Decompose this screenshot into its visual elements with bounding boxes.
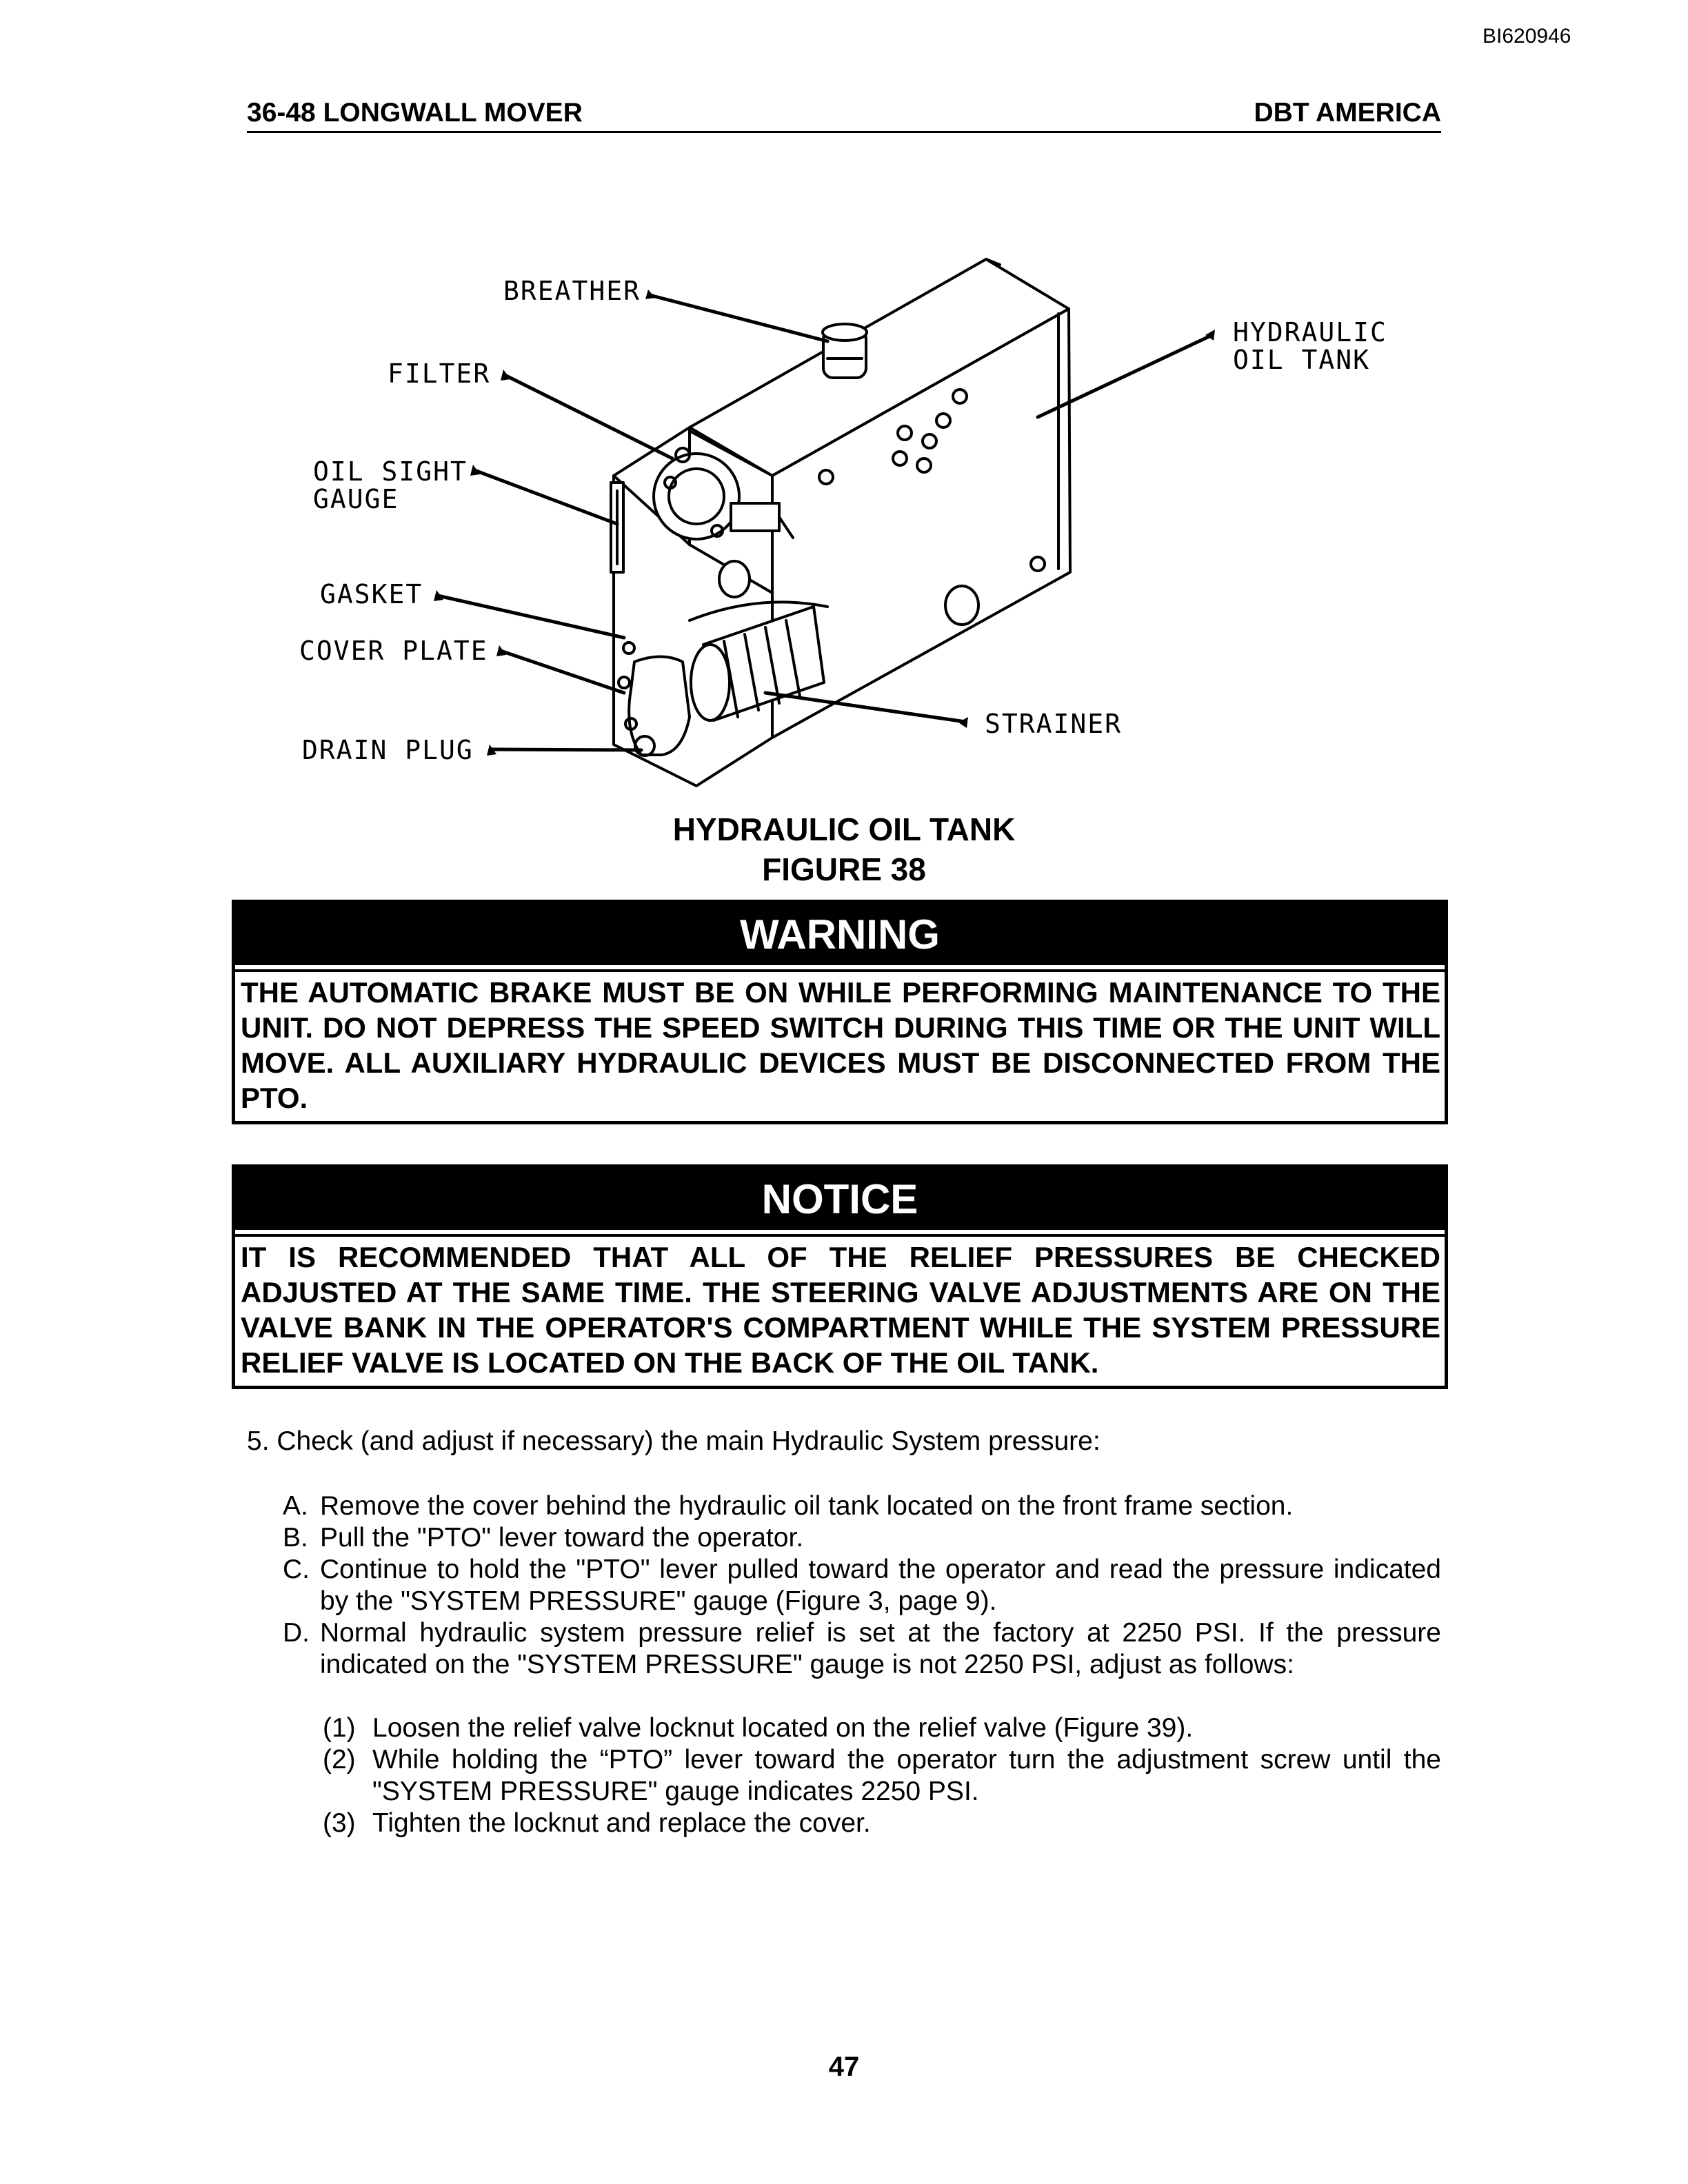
list-item: [323, 1712, 1441, 1744]
figure-caption-title: HYDRAULIC OIL TANK: [672, 811, 1016, 847]
steps-list: [283, 1490, 1441, 1681]
step-5-intro: 5. Check (and adjust if necessary) the main Hydraulic System pressure:: [247, 1426, 1101, 1456]
label-strainer: STRAINER: [985, 709, 1123, 739]
list-item: [323, 1744, 1441, 1808]
substep-marker: (2): [323, 1745, 356, 1775]
substep-text: Tighten the locknut and replace the cover.: [372, 1808, 871, 1838]
label-oil-sight-gauge: OIL SIGHT GAUGE: [313, 456, 468, 514]
label-gasket: GASKET: [320, 579, 423, 609]
header-title: 36-48 LONGWALL MOVER: [247, 98, 583, 128]
step-marker: D.: [283, 1618, 310, 1648]
tank-drawing: [0, 0, 1688, 813]
page-number: 47: [828, 2052, 860, 2082]
sight-gauge: [611, 483, 623, 572]
figure-caption-number: FIGURE 38: [762, 851, 926, 887]
label-filter: FILTER: [388, 358, 491, 389]
substep-text: Loosen the relief valve locknut located on the relief valve (Figure 39).: [372, 1713, 1194, 1743]
substep-marker: (3): [323, 1808, 356, 1838]
notice-text: IT IS RECOMMENDED THAT ALL OF THE RELIEF PRESSURES BE CHECKED ADJUSTED AT THE SAME TIME. THE STEERING VALVE ADJUSTMENTS ARE ON THE VALVE BANK IN THE OPERATOR'S COMPARTMENT WHILE THE SYSTEM PRESSURE RELIEF VALVE IS LOCATED ON THE BACK OF THE OIL TANK.: [235, 1234, 1445, 1386]
notice-box: [232, 1164, 1448, 1389]
document-id: BI620946: [1483, 25, 1571, 48]
list-item: [323, 1808, 1441, 1839]
step-marker: B.: [283, 1523, 308, 1553]
breather-cap: [823, 324, 867, 378]
step-text: Normal hydraulic system pressure relief is set at the factory at 2250 PSI. If the pressure indicated on the "SYSTEM PRESSURE" gauge is not 2250 PSI, adjust as follows:: [320, 1618, 1441, 1679]
label-cover-plate: COVER PLATE: [299, 636, 488, 666]
step-text: Remove the cover behind the hydraulic oil tank located on the front frame section.: [320, 1491, 1294, 1521]
step-text: Pull the "PTO" lever toward the operator.: [320, 1523, 804, 1553]
warning-box: [232, 900, 1448, 1124]
label-hydraulic-oil-tank: HYDRAULIC OIL TANK: [1233, 317, 1387, 375]
label-breather: BREATHER: [503, 276, 641, 306]
list-item: [283, 1617, 1441, 1681]
substep-text: While holding the “PTO” lever toward the operator turn the adjustment screw until the "SYSTEM PRESSURE" gauge indicates 2250 PSI.: [372, 1745, 1441, 1806]
list-item: [283, 1490, 1441, 1522]
list-item: [283, 1554, 1441, 1617]
step-text: Continue to hold the "PTO" lever pulled toward the operator and read the pressure indicated by the "SYSTEM PRESSURE" gauge (Figure 3, page 9).: [320, 1555, 1441, 1616]
header-company: DBT AMERICA: [1254, 98, 1441, 128]
step-marker: C.: [283, 1555, 310, 1584]
step-marker: A.: [283, 1491, 308, 1521]
notice-title: NOTICE: [235, 1168, 1445, 1230]
substeps-list: [323, 1712, 1441, 1839]
warning-text: THE AUTOMATIC BRAKE MUST BE ON WHILE PERFORMING MAINTENANCE TO THE UNIT. DO NOT DEPRESS THE SPEED SWITCH DURING THIS TIME OR THE UNIT WILL MOVE. ALL AUXILIARY HYDRAULIC DEVICES MUST BE DISCONNECTED FROM THE PTO.: [235, 969, 1445, 1121]
warning-title: WARNING: [235, 903, 1445, 965]
hydraulic-oil-tank-figure: [0, 0, 1688, 813]
label-drain-plug: DRAIN PLUG: [302, 735, 474, 765]
substep-marker: (1): [323, 1713, 356, 1743]
list-item: [283, 1522, 1441, 1554]
